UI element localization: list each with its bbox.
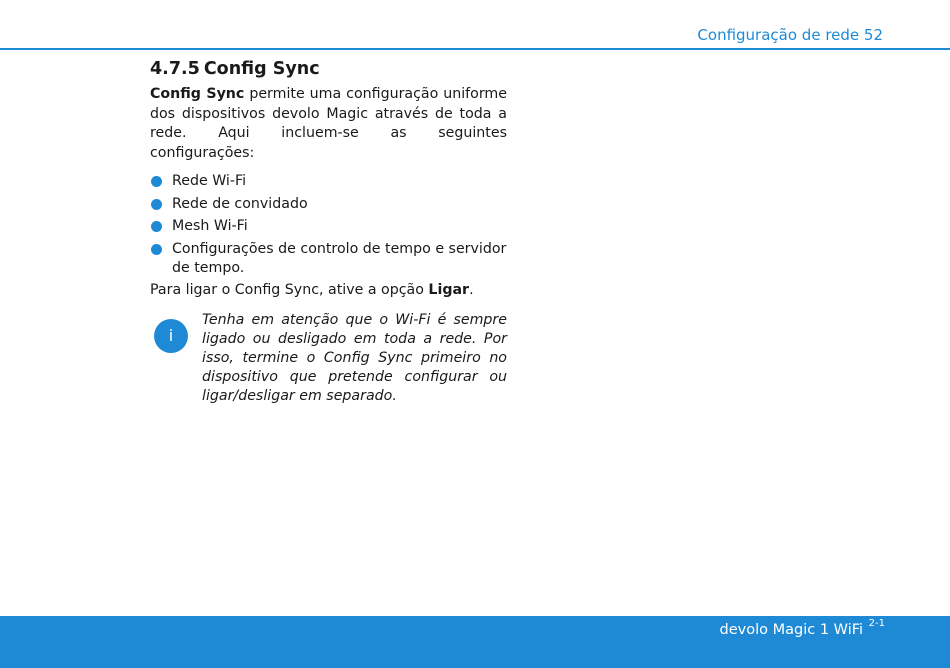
bullet-icon (151, 176, 162, 187)
intro-paragraph (150, 85, 507, 163)
settings-list (150, 172, 507, 278)
list-item-label: Rede Wi-Fi (172, 173, 247, 189)
list-item-label: Mesh Wi-Fi (172, 218, 248, 234)
info-icon: i (154, 319, 188, 353)
section-heading (150, 58, 507, 80)
header-divider (0, 48, 950, 50)
note-text: Tenha em atenção que o Wi-Fi é sempre ligado ou desligado em toda a rede. Por isso, termine o Config Sync primeiro no dispositivo que pretende configurar ou ligar/desligar em separado. (202, 312, 507, 404)
footer-product-name: devolo Magic 1 WiFi (719, 621, 864, 638)
intro-text: permite uma configuração uniforme dos dispositivos devolo Magic através de toda a rede. Aqui incluem-se as seguintes configurações: (150, 86, 507, 161)
bullet-icon (151, 199, 162, 210)
list-item (150, 217, 507, 236)
list-item (150, 240, 507, 278)
page-footer (0, 616, 950, 668)
enable-instruction-text: Para ligar o Config Sync, ative a opção (150, 282, 429, 298)
enable-instruction-end: . (469, 282, 474, 298)
section-number: 4.7.5 (150, 59, 200, 79)
enable-option-label: Ligar (428, 282, 470, 298)
info-note (150, 311, 507, 406)
enable-instruction (150, 281, 507, 300)
footer-product-variant: 2-1 (868, 618, 885, 629)
page-header-title: Configuração de rede 52 (697, 26, 883, 44)
bullet-icon (151, 221, 162, 232)
list-item (150, 195, 507, 214)
main-content (150, 58, 507, 406)
bullet-icon (151, 244, 162, 255)
section-title: Config Sync (203, 59, 320, 79)
list-item-label: Configurações de controlo de tempo e servidor de tempo. (172, 240, 507, 276)
footer-product (720, 620, 885, 638)
intro-bold-term: Config Sync (150, 86, 245, 102)
list-item-label: Rede de convidado (172, 195, 308, 212)
list-item (150, 172, 507, 191)
